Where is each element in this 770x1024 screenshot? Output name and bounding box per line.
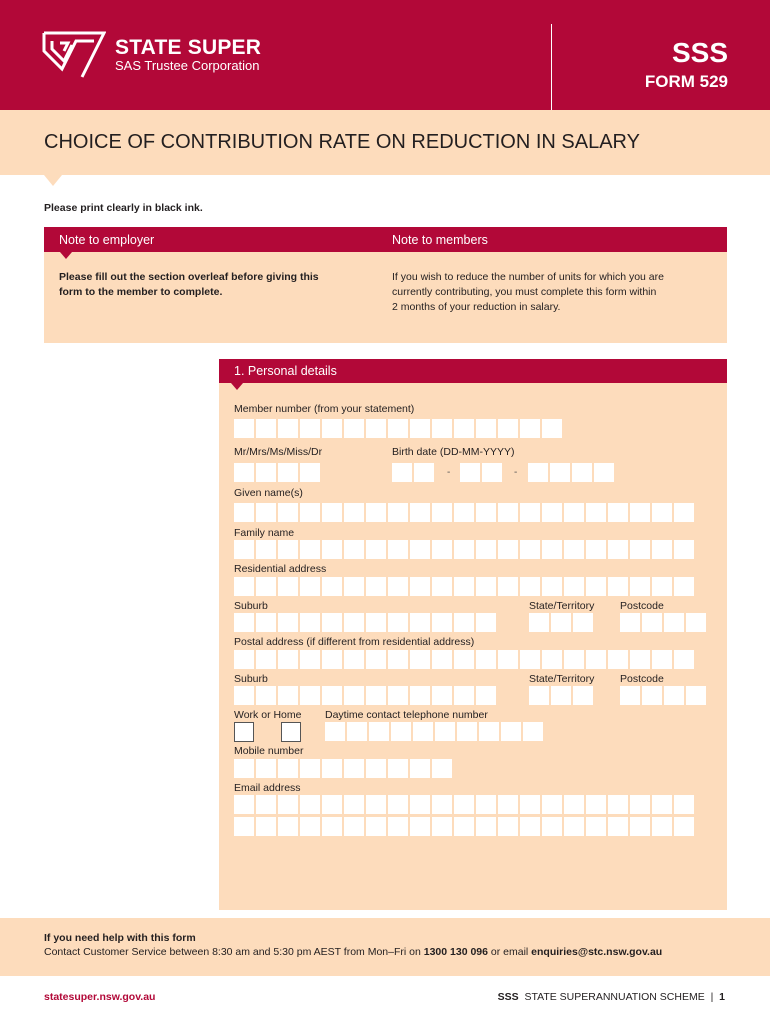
character-box[interactable] [410,540,430,559]
character-box[interactable] [234,463,254,482]
character-box[interactable] [278,540,298,559]
character-box[interactable] [388,540,408,559]
character-box[interactable] [460,463,480,482]
footer-separator: | [710,991,714,1003]
residential-address-field[interactable] [234,577,694,596]
scheme-code: SSS [671,37,728,68]
postal-address-field[interactable] [234,650,694,669]
character-box[interactable] [542,419,562,438]
character-box[interactable] [278,577,298,596]
character-box[interactable] [344,540,364,559]
character-box[interactable] [432,419,452,438]
character-box[interactable] [674,540,694,559]
character-box[interactable] [256,795,276,814]
mobile-field[interactable] [234,759,452,778]
postcode-field[interactable] [620,613,706,632]
character-box[interactable] [476,503,496,522]
character-box[interactable] [454,795,474,814]
character-box[interactable] [234,817,254,836]
members-note-line: 2 months of your reduction in salary. [392,301,561,313]
character-box[interactable] [234,503,254,522]
character-box[interactable] [432,817,452,836]
email-field-line2[interactable] [234,817,694,836]
character-box[interactable] [586,503,606,522]
character-box[interactable] [344,650,364,669]
character-box[interactable] [432,613,452,632]
character-box[interactable] [344,419,364,438]
character-box[interactable] [457,722,477,741]
date-separator: - [514,467,518,478]
character-box[interactable] [344,686,364,705]
character-box[interactable] [454,503,474,522]
character-box[interactable] [454,650,474,669]
print-instruction: Please print clearly in black ink. [44,202,203,214]
character-box[interactable] [454,577,474,596]
scheme-footer [498,991,725,1003]
character-box[interactable] [234,419,254,438]
footer-scheme-code: SSS [497,991,519,1003]
character-box[interactable] [413,722,433,741]
character-box[interactable] [586,650,606,669]
help-text-prefix: Contact Customer Service between 8:30 am and 5:30 pm AEST from Mon–Fri on [44,946,424,958]
character-box[interactable] [388,419,408,438]
character-box[interactable] [256,817,276,836]
character-box[interactable] [454,540,474,559]
character-box[interactable] [234,686,254,705]
character-box[interactable] [432,540,452,559]
character-box[interactable] [476,613,496,632]
character-box[interactable] [520,540,540,559]
character-box[interactable] [572,463,592,482]
work-home-label: Work or Home [234,709,302,721]
character-box[interactable] [652,503,672,522]
personal-details-pointer [231,383,243,390]
employer-note-line: Please fill out the section overleaf before giving this [59,271,319,283]
email-field-line1[interactable] [234,795,694,814]
character-box[interactable] [300,463,320,482]
character-box[interactable] [435,722,455,741]
character-box[interactable] [414,463,434,482]
footer-scheme-name: STATE SUPERANNUATION SCHEME [524,991,705,1003]
character-box[interactable] [551,613,571,632]
character-box[interactable] [664,613,684,632]
character-box[interactable] [256,419,276,438]
character-box[interactable] [498,817,518,836]
character-box[interactable] [278,759,298,778]
character-box[interactable] [523,722,543,741]
character-box[interactable] [652,817,672,836]
state-label: State/Territory [529,600,595,612]
character-box[interactable] [674,577,694,596]
personal-details-title: 1. Personal details [234,364,337,378]
character-box[interactable] [325,722,345,741]
character-box[interactable] [529,686,549,705]
character-box[interactable] [432,577,452,596]
given-names-label: Given name(s) [234,487,303,499]
character-box[interactable] [278,419,298,438]
character-box[interactable] [432,503,452,522]
character-box[interactable] [410,577,430,596]
character-box[interactable] [573,613,593,632]
character-box[interactable] [432,650,452,669]
character-box[interactable] [479,722,499,741]
help-title: If you need help with this form [44,932,196,944]
character-box[interactable] [630,577,650,596]
character-box[interactable] [542,817,562,836]
character-box[interactable] [652,650,672,669]
character-box[interactable] [498,795,518,814]
character-box[interactable] [476,650,496,669]
character-box[interactable] [322,577,342,596]
character-box[interactable] [586,577,606,596]
character-box[interactable] [630,817,650,836]
character-box[interactable] [300,540,320,559]
members-note-line: If you wish to reduce the number of units for which you are [392,271,664,283]
title-band-pointer [44,175,62,186]
character-box[interactable] [344,795,364,814]
character-box[interactable] [366,650,386,669]
character-box[interactable] [520,817,540,836]
postal-address-label: Postal address (if different from residential address) [234,636,475,648]
member-number-field[interactable] [234,419,562,438]
character-box[interactable] [498,650,518,669]
character-box[interactable] [454,613,474,632]
character-box[interactable] [550,463,570,482]
members-note-heading: Note to members [392,233,488,247]
character-box[interactable] [278,795,298,814]
character-box[interactable] [432,795,452,814]
character-box[interactable] [686,686,706,705]
character-box[interactable] [482,463,502,482]
character-box[interactable] [322,759,342,778]
character-box[interactable] [520,795,540,814]
family-name-field[interactable] [234,540,694,559]
character-box[interactable] [674,795,694,814]
character-box[interactable] [410,686,430,705]
page-title: CHOICE OF CONTRIBUTION RATE ON REDUCTION IN SALARY [44,131,640,153]
character-box[interactable] [278,613,298,632]
character-box[interactable] [501,722,521,741]
character-box[interactable] [652,540,672,559]
character-box[interactable] [564,577,584,596]
character-box[interactable] [300,577,320,596]
character-box[interactable] [642,686,662,705]
character-box[interactable] [300,503,320,522]
character-box[interactable] [476,686,496,705]
character-box[interactable] [608,540,628,559]
character-box[interactable] [664,686,684,705]
character-box[interactable] [630,540,650,559]
character-box[interactable] [388,613,408,632]
character-box[interactable] [369,722,389,741]
character-box[interactable] [322,503,342,522]
character-box[interactable] [300,759,320,778]
brand-subtitle: SAS Trustee Corporation [115,58,260,73]
birth-month-field[interactable] [460,463,502,482]
character-box[interactable] [410,419,430,438]
character-box[interactable] [322,795,342,814]
character-box[interactable] [366,577,386,596]
date-separator: - [447,467,451,478]
character-box[interactable] [498,540,518,559]
character-box[interactable] [366,759,386,778]
help-text-mid: or email [487,946,532,958]
character-box[interactable] [454,686,474,705]
character-box[interactable] [608,577,628,596]
character-box[interactable] [498,577,518,596]
character-box[interactable] [586,540,606,559]
character-box[interactable] [388,817,408,836]
state-field[interactable] [529,613,593,632]
header-divider [551,24,552,110]
character-box[interactable] [300,613,320,632]
character-box[interactable] [300,650,320,669]
character-box[interactable] [686,613,706,632]
help-text [44,946,662,958]
character-box[interactable] [344,613,364,632]
character-box[interactable] [410,503,430,522]
suburb-label: Suburb [234,600,268,612]
character-box[interactable] [322,540,342,559]
postal-postcode-field[interactable] [620,686,706,705]
character-box[interactable] [234,795,254,814]
character-box[interactable] [366,613,386,632]
character-box[interactable] [594,463,614,482]
members-note-text [392,270,664,315]
character-box[interactable] [542,503,562,522]
employer-note-text [59,270,319,300]
character-box[interactable] [234,613,254,632]
character-box[interactable] [432,686,452,705]
website-link[interactable]: statesuper.nsw.gov.au [44,991,156,1003]
day-phone-label: Daytime contact telephone number [325,709,488,721]
character-box[interactable] [586,795,606,814]
postal-state-label: State/Territory [529,673,595,685]
home-checkbox[interactable] [281,722,301,742]
character-box[interactable] [366,503,386,522]
character-box[interactable] [564,540,584,559]
character-box[interactable] [674,650,694,669]
employer-note-line: form to the member to complete. [59,286,223,298]
character-box[interactable] [454,419,474,438]
character-box[interactable] [388,577,408,596]
character-box[interactable] [520,650,540,669]
family-name-label: Family name [234,527,295,539]
character-box[interactable] [674,503,694,522]
character-box[interactable] [542,795,562,814]
character-box[interactable] [564,650,584,669]
character-box[interactable] [366,795,386,814]
character-box[interactable] [620,686,640,705]
character-box[interactable] [256,650,276,669]
day-phone-field[interactable] [325,722,543,741]
character-box[interactable] [366,540,386,559]
given-names-field[interactable] [234,503,694,522]
character-box[interactable] [322,613,342,632]
character-box[interactable] [388,759,408,778]
birth-year-field[interactable] [528,463,614,482]
character-box[interactable] [234,540,254,559]
state-super-logo-icon [42,31,106,79]
character-box[interactable] [454,817,474,836]
birth-day-field[interactable] [392,463,434,482]
character-box[interactable] [256,613,276,632]
character-box[interactable] [234,577,254,596]
character-box[interactable] [256,503,276,522]
postcode-label: Postcode [620,600,664,612]
suburb-field[interactable] [234,613,496,632]
character-box[interactable] [542,577,562,596]
character-box[interactable] [520,419,540,438]
character-box[interactable] [300,686,320,705]
character-box[interactable] [256,463,276,482]
character-box[interactable] [256,686,276,705]
character-box[interactable] [520,503,540,522]
character-box[interactable] [300,817,320,836]
character-box[interactable] [300,795,320,814]
character-box[interactable] [498,503,518,522]
character-box[interactable] [620,613,640,632]
residential-address-label: Residential address [234,563,327,575]
character-box[interactable] [642,613,662,632]
help-phone: 1300 130 096 [423,946,488,958]
character-box[interactable] [498,419,518,438]
character-box[interactable] [608,817,628,836]
character-box[interactable] [410,817,430,836]
character-box[interactable] [564,503,584,522]
character-box[interactable] [476,795,496,814]
character-box[interactable] [347,722,367,741]
notes-bar-pointer [60,252,72,259]
character-box[interactable] [388,650,408,669]
character-box[interactable] [529,613,549,632]
character-box[interactable] [392,463,412,482]
character-box[interactable] [278,686,298,705]
character-box[interactable] [630,650,650,669]
page-number: 1 [719,991,725,1003]
character-box[interactable] [573,686,593,705]
character-box[interactable] [322,686,342,705]
character-box[interactable] [410,650,430,669]
character-box[interactable] [564,817,584,836]
postal-state-field[interactable] [529,686,593,705]
character-box[interactable] [391,722,411,741]
help-email: enquiries@stc.nsw.gov.au [531,946,663,958]
character-box[interactable] [542,650,562,669]
character-box[interactable] [278,650,298,669]
character-box[interactable] [388,503,408,522]
character-box[interactable] [256,540,276,559]
character-box[interactable] [344,577,364,596]
character-box[interactable] [278,817,298,836]
character-box[interactable] [366,419,386,438]
character-box[interactable] [366,817,386,836]
character-box[interactable] [674,817,694,836]
character-box[interactable] [322,817,342,836]
character-box[interactable] [256,577,276,596]
character-box[interactable] [432,759,452,778]
character-box[interactable] [476,419,496,438]
email-label: Email address [234,782,301,794]
character-box[interactable] [652,795,672,814]
title-label: Mr/Mrs/Ms/Miss/Dr [234,446,323,458]
character-box[interactable] [542,540,562,559]
form-number: FORM 529 [644,72,728,91]
character-box[interactable] [344,817,364,836]
character-box[interactable] [608,503,628,522]
character-box[interactable] [551,686,571,705]
character-box[interactable] [278,503,298,522]
mobile-label: Mobile number [234,745,304,757]
postal-suburb-label: Suburb [234,673,268,685]
character-box[interactable] [410,795,430,814]
character-box[interactable] [322,419,342,438]
character-box[interactable] [410,613,430,632]
character-box[interactable] [256,759,276,778]
character-box[interactable] [652,577,672,596]
postal-suburb-field[interactable] [234,686,496,705]
character-box[interactable] [520,577,540,596]
character-box[interactable] [388,686,408,705]
character-box[interactable] [344,503,364,522]
character-box[interactable] [234,650,254,669]
work-checkbox[interactable] [234,722,254,742]
character-box[interactable] [322,650,342,669]
character-box[interactable] [586,817,606,836]
members-note-line: currently contributing, you must complete this form within [392,286,657,298]
character-box[interactable] [300,419,320,438]
employer-note-heading: Note to employer [59,233,155,247]
postal-postcode-label: Postcode [620,673,664,685]
character-box[interactable] [410,759,430,778]
birth-date-label: Birth date (DD-MM-YYYY) [392,446,515,458]
title-field[interactable] [234,463,320,482]
character-box[interactable] [608,795,628,814]
character-box[interactable] [234,759,254,778]
character-box[interactable] [630,503,650,522]
character-box[interactable] [344,759,364,778]
member-number-label: Member number (from your statement) [234,403,415,415]
character-box[interactable] [630,795,650,814]
brand-name: STATE SUPER [115,36,262,59]
character-box[interactable] [388,795,408,814]
character-box[interactable] [476,817,496,836]
character-box[interactable] [564,795,584,814]
character-box[interactable] [608,650,628,669]
character-box[interactable] [278,463,298,482]
character-box[interactable] [476,577,496,596]
character-box[interactable] [366,686,386,705]
character-box[interactable] [528,463,548,482]
character-box[interactable] [476,540,496,559]
